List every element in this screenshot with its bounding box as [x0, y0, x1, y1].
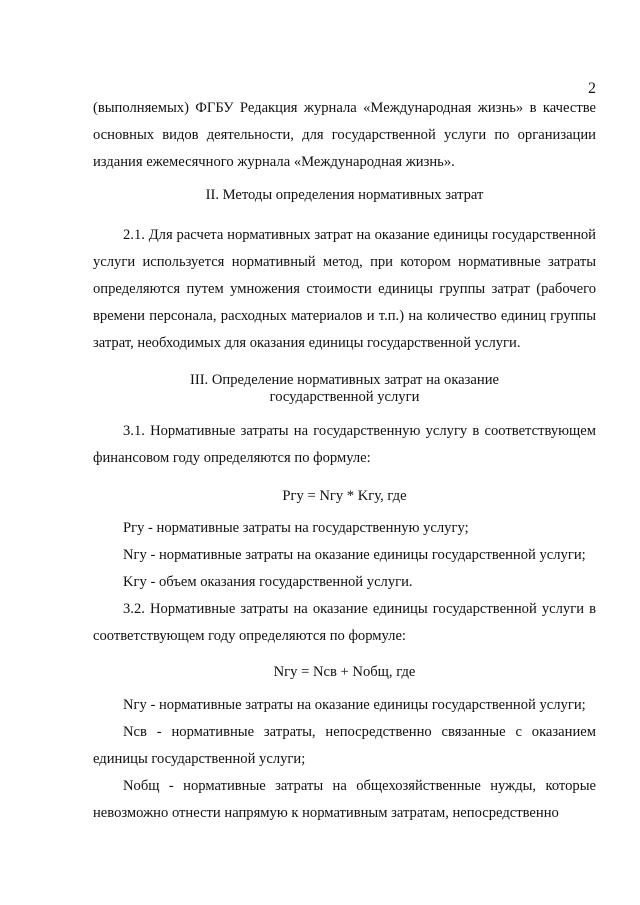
definition-n-obshch: Nобщ - нормативные затраты на общехозяйственные нужды, которые невозможно отнести напрямую к нормативным затратам, непосредственно [93, 778, 596, 821]
paragraph-3-1: 3.1. Нормативные затраты на государственную услугу в соответствующем финансовом году определяются по формуле: [93, 423, 596, 466]
definition-n-sv: Nсв - нормативные затраты, непосредственно связанные с оказанием единицы государственной услуги; [93, 724, 596, 767]
definitions-block-2 [93, 692, 596, 827]
section-2-heading: II. Методы определения нормативных затрат [205, 187, 484, 203]
formula-2: Nгу = Nсв + Nобщ, где [273, 664, 416, 680]
paragraph-3-2: 3.2. Нормативные затраты на оказание единицы государственной услуги в соответствующем году определяются по формуле: [93, 601, 596, 644]
section-2-body [93, 222, 596, 357]
page-number: 2 [588, 80, 596, 97]
section-3-heading-line-2: государственной услуги [269, 389, 420, 405]
formula-1-block [93, 483, 596, 510]
paragraph-3-1-block [93, 418, 596, 472]
intro-paragraph: (выполняемых) ФГБУ Редакция журнала «Международная жизнь» в качестве основных видов деятельности, для государственной услуги по организации издания ежемесячного журнала «Международная жизнь». [93, 100, 596, 170]
paragraph-2-1: 2.1. Для расчета нормативных затрат на оказание единицы государственной услуги используется нормативный метод, при котором нормативные затраты определяются путем умножения стоимости единицы группы затрат (рабочего времени персонала, расходных материалов и т.п.) на количество единиц группы затрат, необходимых для оказания единицы государственной услуги. [93, 227, 596, 351]
section-3-heading-line-1: III. Определение нормативных затрат на оказание [189, 372, 500, 388]
section-3-heading-block [93, 372, 596, 406]
formula-1: Pгу = Nгу * Kгу, где [282, 488, 407, 504]
formula-2-block [93, 659, 596, 686]
definition-k-gu: Kгу - объем оказания государственной услуги. [123, 574, 413, 590]
definition-n-gu-2: Nгу - нормативные затраты на оказание единицы государственной услуги; [123, 697, 586, 713]
definitions-block-1 [93, 515, 596, 650]
section-2-heading-block [93, 187, 596, 204]
definition-p-gu: Pгу - нормативные затраты на государственную услугу; [123, 520, 469, 536]
definition-n-gu: Nгу - нормативные затраты на оказание единицы государственной услуги; [123, 547, 586, 563]
intro-block [93, 95, 596, 176]
